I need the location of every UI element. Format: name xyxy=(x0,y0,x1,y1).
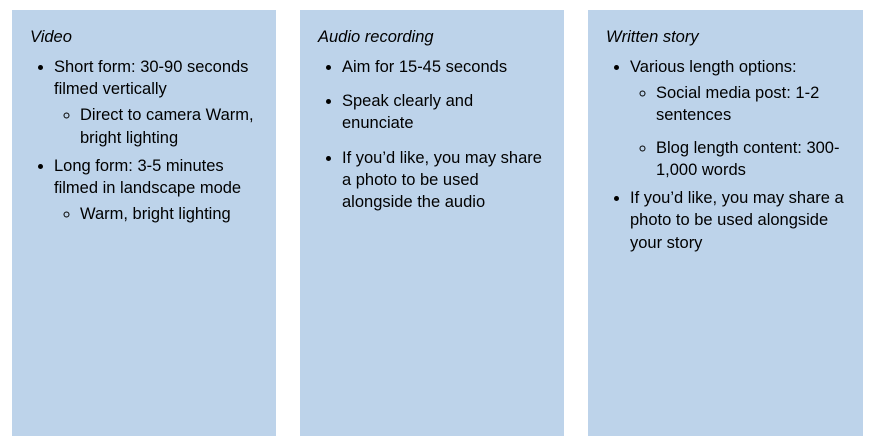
card-title-video: Video xyxy=(30,28,72,46)
list-item xyxy=(342,56,548,78)
card-video xyxy=(12,10,276,436)
list-item-text: Various length options: xyxy=(630,57,797,76)
sub-bullet-list xyxy=(54,203,260,225)
sub-list-item xyxy=(80,203,260,225)
list-item-text: Long form: 3-5 minutes filmed in landscape mode xyxy=(54,156,242,198)
list-item xyxy=(54,56,260,149)
list-item xyxy=(342,90,548,135)
sub-bullet-list xyxy=(54,104,260,149)
sub-list-item xyxy=(656,137,847,182)
sub-list-item-text: Direct to camera Warm, bright lighting xyxy=(80,106,254,147)
card-title-written-story: Written story xyxy=(606,28,699,46)
list-item xyxy=(630,56,847,181)
sub-list-item xyxy=(80,104,260,149)
card-title-audio-recording: Audio recording xyxy=(318,28,434,46)
list-item xyxy=(630,187,847,254)
list-item xyxy=(342,147,548,214)
list-item-text: If you’d like, you may share a photo to be used alongside your story xyxy=(630,189,844,252)
bullet-list-audio-recording xyxy=(316,56,548,214)
sub-list-item-text: Social media post: 1-2 sentences xyxy=(656,84,820,125)
list-item-text: If you’d like, you may share a photo to be used alongside the audio xyxy=(342,148,542,212)
sub-list-item-text: Blog length content: 300-1,000 words xyxy=(656,138,840,179)
list-item-text: Short form: 30-90 seconds filmed vertically xyxy=(54,57,249,99)
sub-list-item-text: Warm, bright lighting xyxy=(80,205,231,224)
sub-list-item xyxy=(656,82,847,127)
card-written-story xyxy=(588,10,863,436)
list-item-text: Speak clearly and enunciate xyxy=(342,92,474,133)
card-audio-recording xyxy=(300,10,564,436)
sub-bullet-list xyxy=(630,82,847,181)
bullet-list-video xyxy=(28,56,260,226)
list-item-text: Aim for 15-45 seconds xyxy=(342,57,508,76)
bullet-list-written-story xyxy=(604,56,847,254)
list-item xyxy=(54,155,260,226)
